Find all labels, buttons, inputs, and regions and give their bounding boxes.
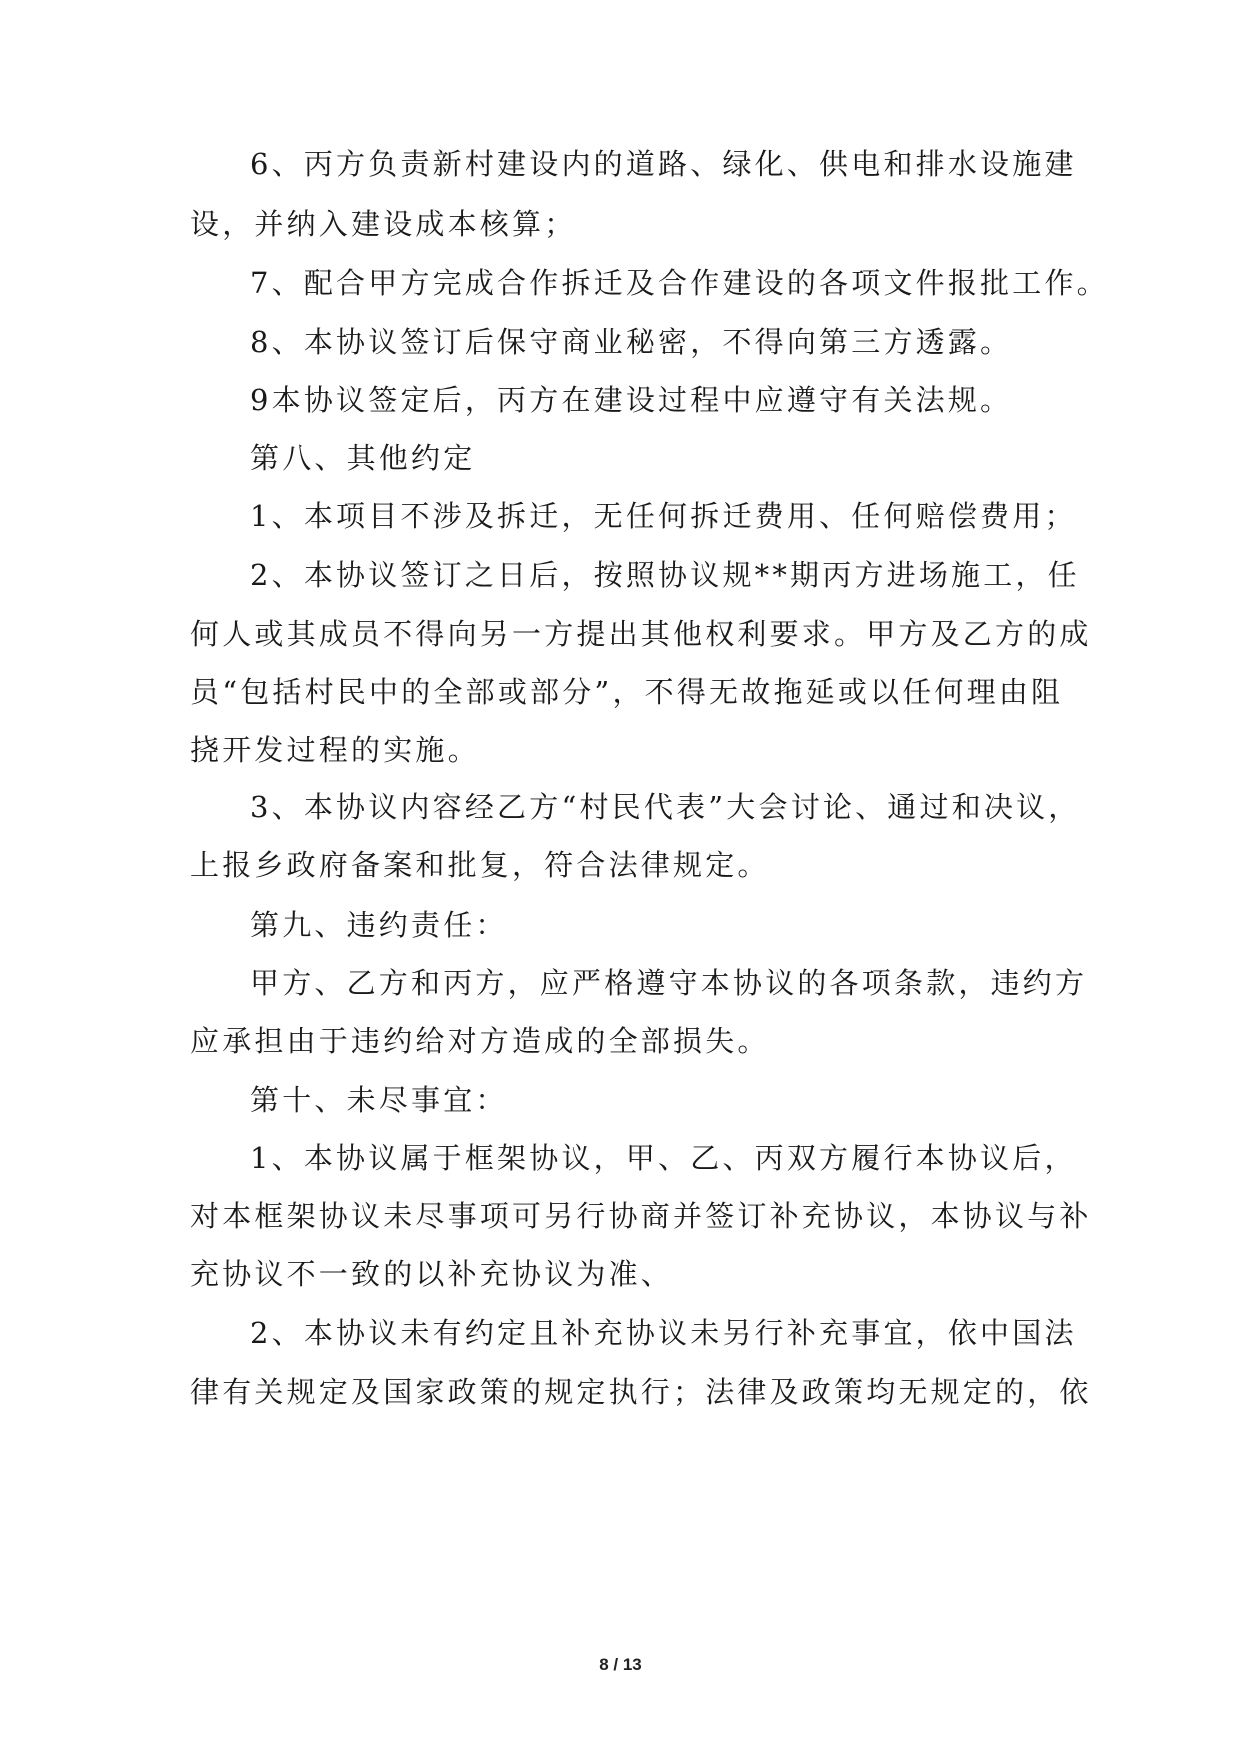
section-8-item-2-line-3: 员“包括村民中的全部或部分”，不得无故拖延或以任何理由阻 — [190, 675, 1064, 709]
paragraph-9: 9本协议签定后，丙方在建设过程中应遵守有关法规。 — [250, 383, 1013, 417]
section-9-body-line-2: 应承担由于违约给对方造成的全部损失。 — [190, 1024, 770, 1058]
section-10-item-1-line-2: 对本框架协议未尽事项可另行协商并签订补充协议，本协议与补 — [190, 1199, 1092, 1233]
section-8-item-2-line-4: 挠开发过程的实施。 — [190, 733, 480, 767]
section-10-item-1-line-1: 1、本协议属于框架协议，甲、乙、丙双方履行本协议后， — [250, 1141, 1077, 1175]
section-10-item-2-line-2: 律有关规定及国家政策的规定执行；法律及政策均无规定的，依 — [190, 1375, 1092, 1409]
section-8-item-1: 1、本项目不涉及拆迁，无任何拆迁费用、任何赔偿费用； — [250, 499, 1077, 533]
section-8-item-2-line-1: 2、本协议签订之日后，按照协议规**期丙方进场施工，任 — [250, 558, 1080, 592]
section-10-heading: 第十、未尽事宜： — [250, 1083, 508, 1117]
section-8-item-3-line-1: 3、本协议内容经乙方“村民代表”大会讨论、通过和决议， — [250, 790, 1081, 824]
section-8-heading: 第八、其他约定 — [250, 441, 476, 475]
page-number: 8 / 13 — [599, 1655, 642, 1674]
paragraph-8: 8、本协议签订后保守商业秘密，不得向第三方透露。 — [250, 325, 1013, 359]
section-10-item-1-line-3: 充协议不一致的以补充协议为准、 — [190, 1257, 674, 1291]
paragraph-6-line-1: 6、丙方负责新村建设内的道路、绿化、供电和排水设施建 — [250, 147, 1077, 181]
paragraph-6-line-2: 设，并纳入建设成本核算； — [190, 207, 577, 241]
section-8-item-3-line-2: 上报乡政府备案和批复，符合法律规定。 — [190, 848, 770, 882]
section-8-item-2-line-2: 何人或其成员不得向另一方提出其他权利要求。甲方及乙方的成 — [190, 617, 1092, 651]
section-9-body-line-1: 甲方、乙方和丙方，应严格遵守本协议的各项条款，违约方 — [250, 966, 1088, 1000]
section-9-heading: 第九、违约责任： — [250, 908, 508, 942]
paragraph-7: 7、配合甲方完成合作拆迁及合作建设的各项文件报批工作。 — [250, 266, 1109, 300]
section-10-item-2-line-1: 2、本协议未有约定且补充协议未另行补充事宜，依中国法 — [250, 1316, 1077, 1350]
